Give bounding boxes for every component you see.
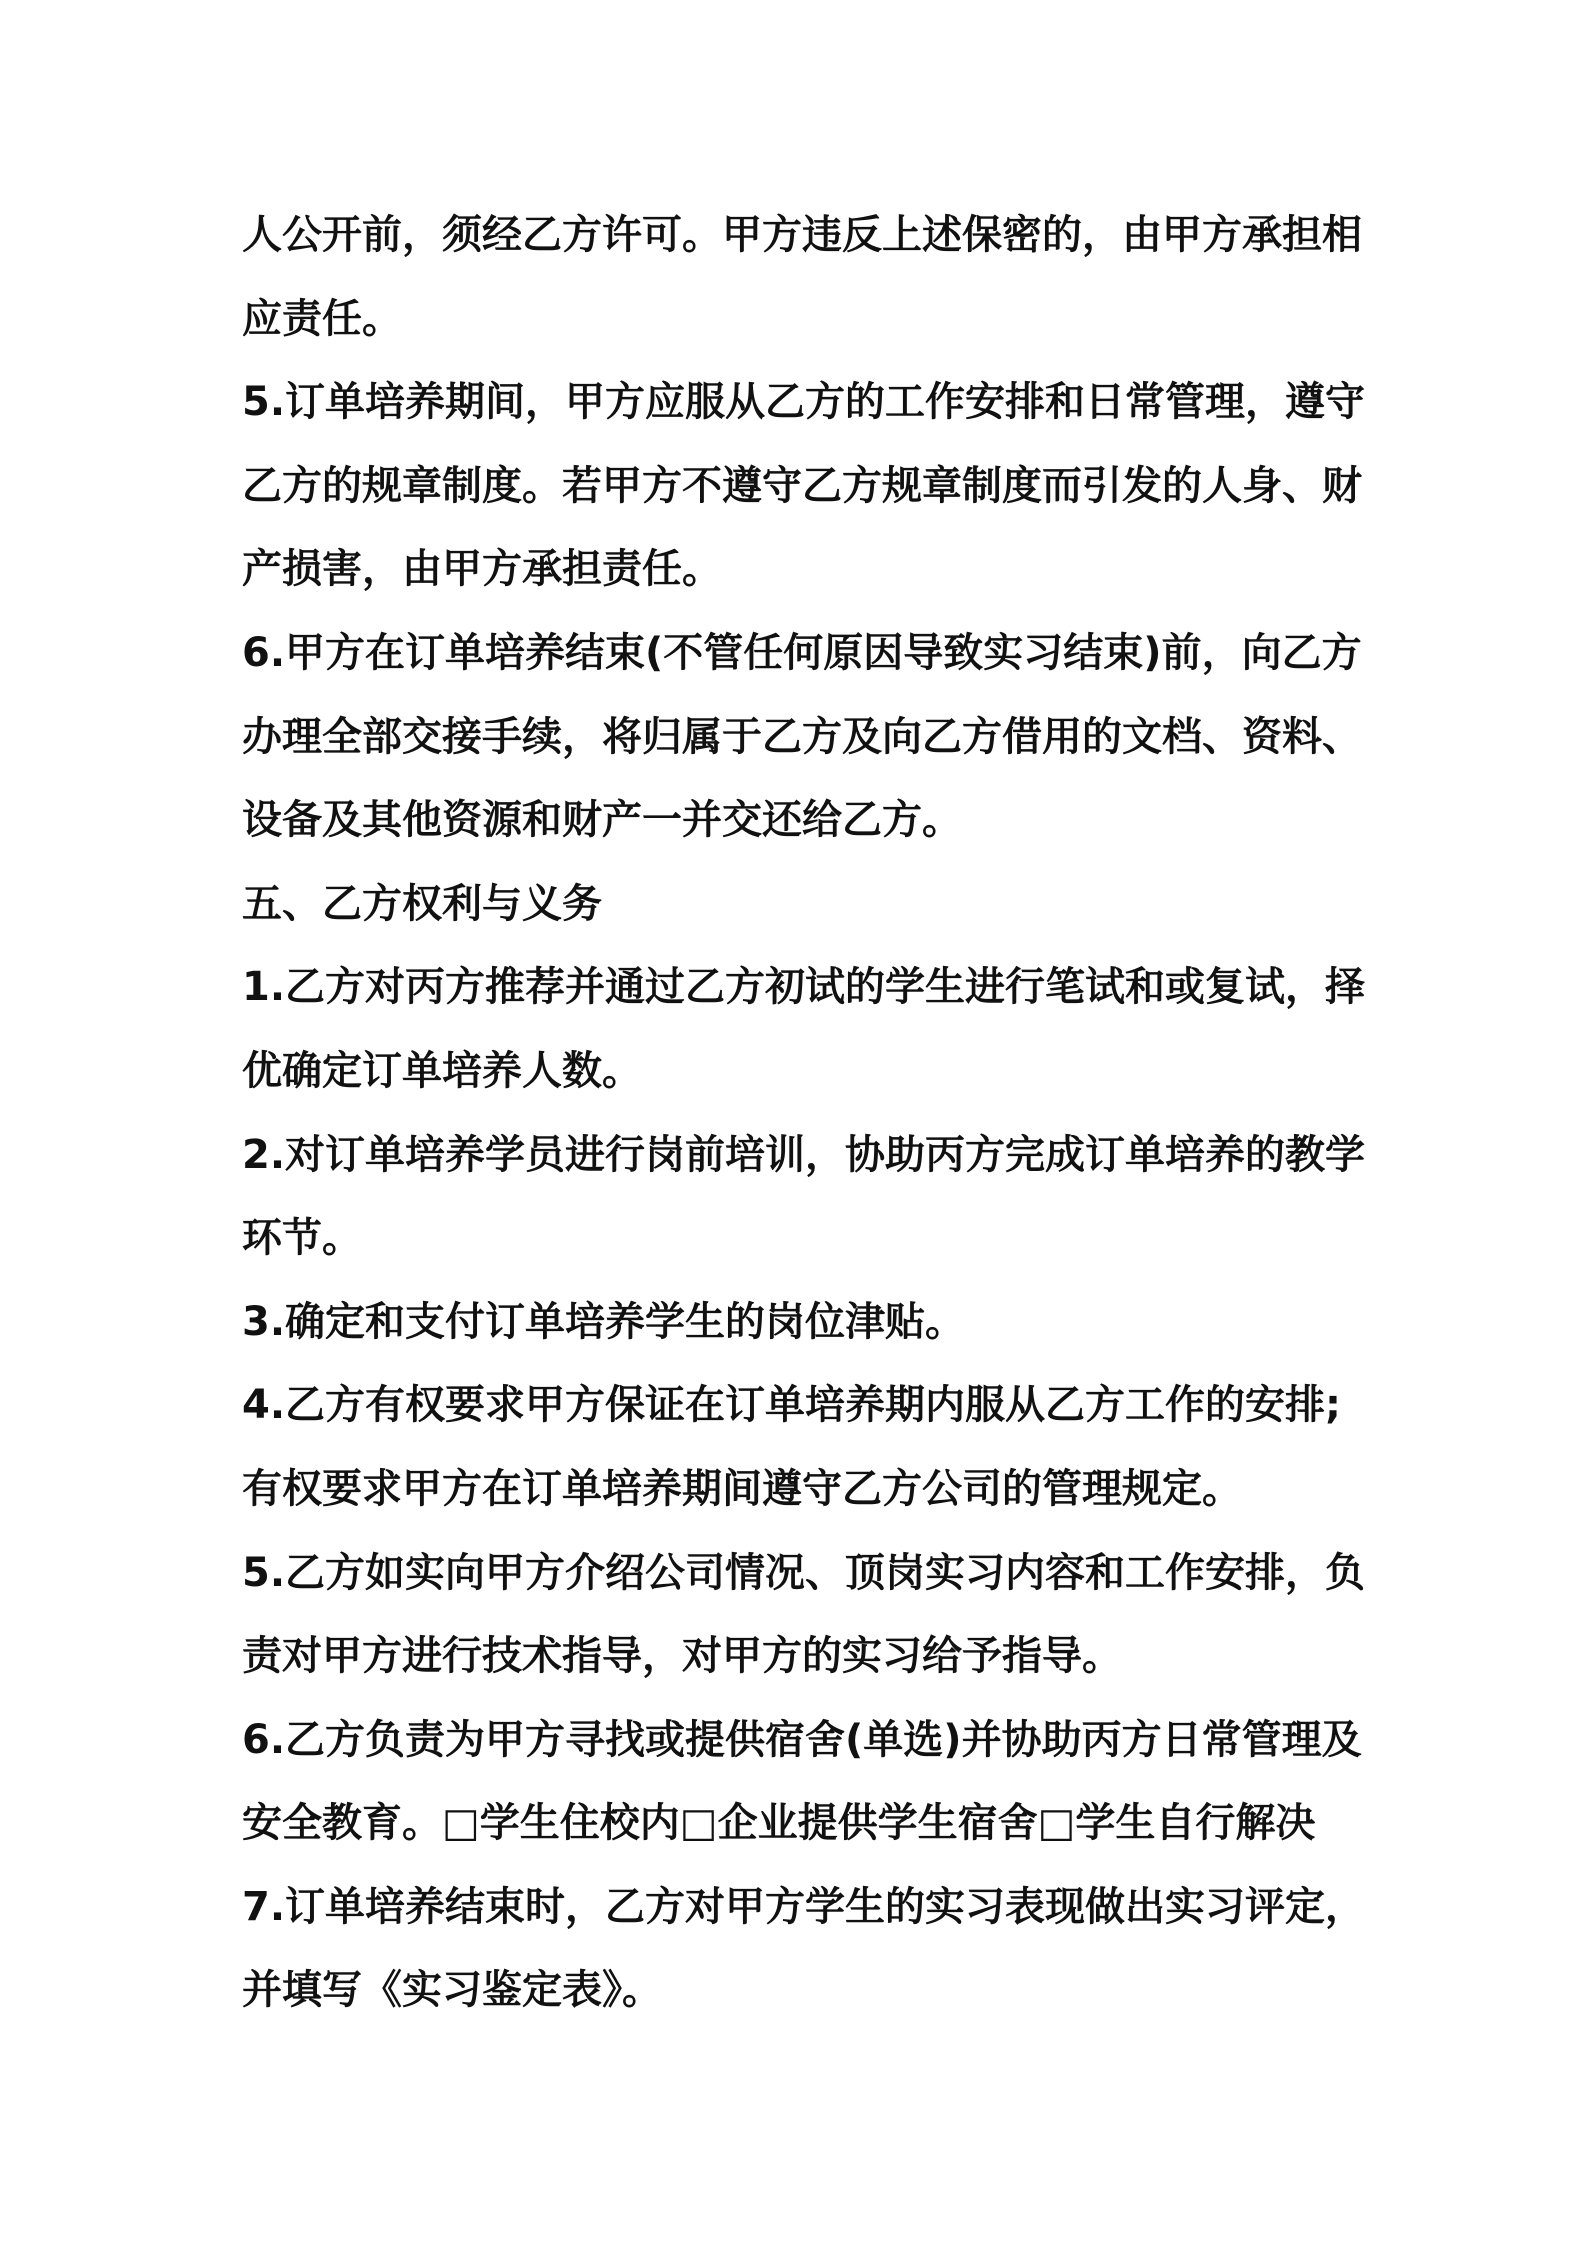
text-line: 5.订单培养期间，甲方应服从乙方的工作安排和日常管理，遵守 (242, 379, 1366, 426)
text-line: 设备及其他资源和财产一并交还给乙方。 (242, 797, 962, 844)
text-line: 6.甲方在订单培养结束(不管任何原因导致实习结束)前，向乙方 (242, 629, 1362, 676)
text-line: 2.对订单培养学员进行岗前培训，协助丙方完成订单培养的教学 (242, 1131, 1366, 1178)
text-line: 安全教育。□学生住校内□企业提供学生宿舍□学生自行解决 (242, 1800, 1316, 1847)
text-line: 3.确定和支付订单培养学生的岗位津贴。 (242, 1298, 966, 1345)
text-line: 6.乙方负责为甲方寻找或提供宿舍(单选)并协助丙方日常管理及 (242, 1716, 1362, 1763)
text-line: 环节。 (242, 1215, 362, 1262)
text-line: 并填写《实习鉴定表》。 (242, 1967, 662, 2014)
text-line: 7.订单培养结束时，乙方对甲方学生的实习表现做出实习评定， (242, 1883, 1366, 1930)
document-body (242, 194, 1366, 2033)
text-line: 乙方的规章制度。若甲方不遵守乙方规章制度而引发的人身、财 (242, 462, 1362, 509)
text-line: 1.乙方对丙方推荐并通过乙方初试的学生进行笔试和或复试，择 (242, 964, 1366, 1011)
text-line: 5.乙方如实向甲方介绍公司情况、顶岗实习内容和工作安排，负 (242, 1549, 1366, 1596)
text-line: 责对甲方进行技术指导，对甲方的实习给予指导。 (242, 1633, 1122, 1680)
section-heading: 五、乙方权利与义务 (242, 880, 602, 927)
text-line: 产损害，由甲方承担责任。 (242, 546, 722, 593)
text-line: 应责任。 (242, 295, 402, 342)
text-line: 人公开前，须经乙方许可。甲方违反上述保密的，由甲方承担相 (242, 212, 1362, 258)
text-line: 办理全部交接手续，将归属于乙方及向乙方借用的文档、资料、 (242, 713, 1362, 760)
text-line: 4.乙方有权要求甲方保证在订单培养期内服从乙方工作的安排; (242, 1382, 1342, 1429)
text-line: 有权要求甲方在订单培养期间遵守乙方公司的管理规定。 (242, 1465, 1242, 1512)
text-line: 优确定订单培养人数。 (242, 1047, 642, 1094)
